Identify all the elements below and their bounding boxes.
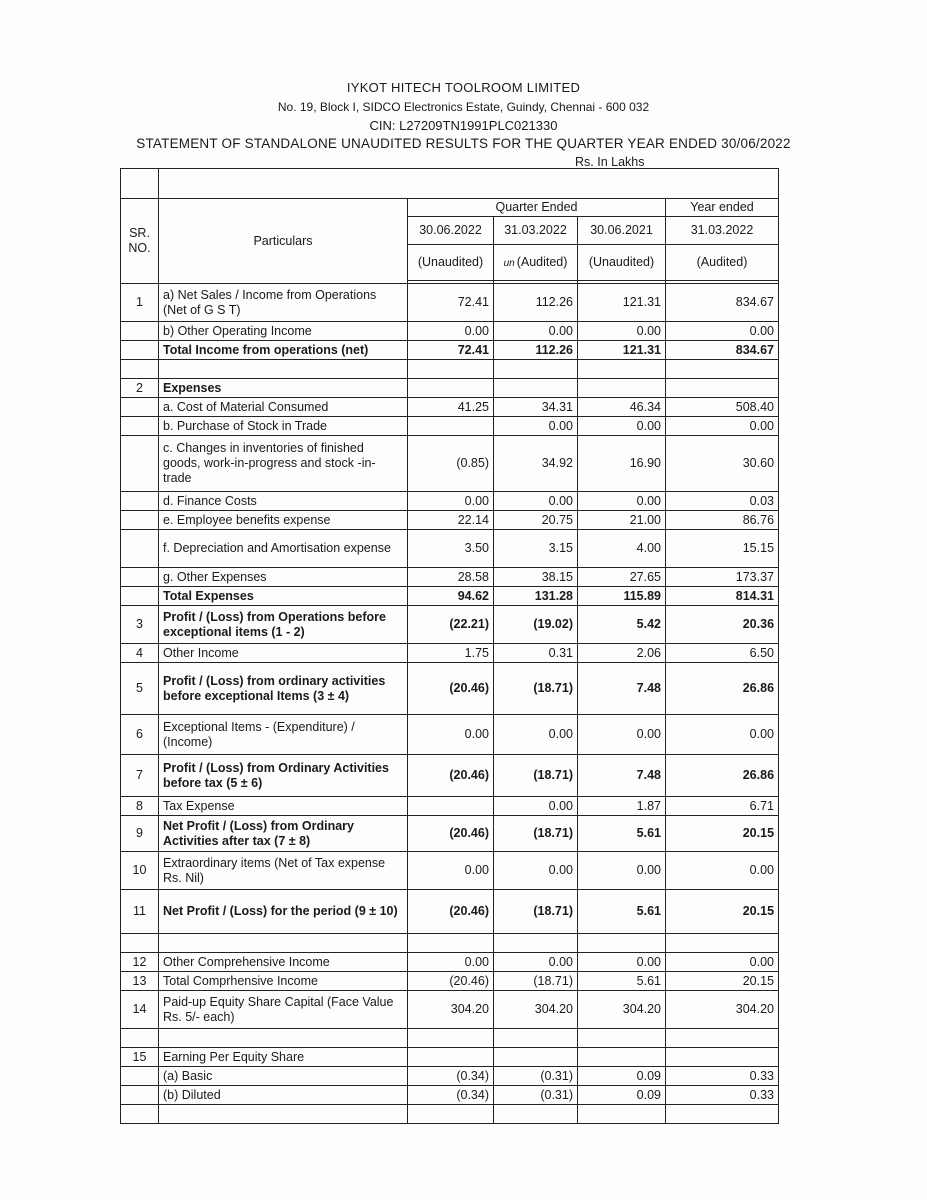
value-cell: 34.92 (494, 436, 578, 492)
table-row (121, 852, 779, 890)
value-cell (408, 1029, 494, 1048)
particulars-cell: Total Comprhensive Income (159, 972, 408, 991)
table-row (121, 972, 779, 991)
audit-status: (Unaudited) (578, 245, 666, 281)
value-cell: 38.15 (494, 568, 578, 587)
value-cell: 0.00 (408, 322, 494, 341)
value-cell (494, 360, 578, 379)
sr-no-cell: 2 (121, 379, 159, 398)
value-cell (578, 1048, 666, 1067)
table-row (121, 379, 779, 398)
value-cell: 5.61 (578, 972, 666, 991)
sr-no-cell (121, 568, 159, 587)
value-cell: 5.61 (578, 816, 666, 852)
value-cell: 72.41 (408, 341, 494, 360)
particulars-header: Particulars (159, 199, 408, 284)
table-row (121, 511, 779, 530)
value-cell: 834.67 (666, 341, 779, 360)
value-cell: (19.02) (494, 606, 578, 644)
particulars-cell: Extraordinary items (Net of Tax expense Rs. Nil) (159, 852, 408, 890)
value-cell: 0.00 (494, 953, 578, 972)
value-cell: 0.00 (494, 322, 578, 341)
results-table (120, 168, 779, 1124)
sr-no-cell (121, 1086, 159, 1105)
period-header: 30.06.2022 (408, 217, 494, 245)
sr-no-cell (121, 1067, 159, 1086)
particulars-cell (159, 1105, 408, 1124)
table-row (121, 1105, 779, 1124)
company-address: No. 19, Block I, SIDCO Electronics Estate, Guindy, Chennai - 600 032 (277, 100, 650, 114)
particulars-cell: Tax Expense (159, 797, 408, 816)
table-row (121, 755, 779, 797)
value-cell: 20.75 (494, 511, 578, 530)
particulars-cell: Profit / (Loss) from ordinary activities before exceptional Items (3 ± 4) (159, 663, 408, 715)
value-cell: (18.71) (494, 890, 578, 934)
sr-no-cell: 15 (121, 1048, 159, 1067)
value-cell (408, 379, 494, 398)
value-cell: 0.00 (494, 417, 578, 436)
table-row (121, 890, 779, 934)
sr-no-cell: 12 (121, 953, 159, 972)
particulars-cell: f. Depreciation and Amortisation expense (159, 530, 408, 568)
value-cell: 0.00 (494, 852, 578, 890)
value-cell (666, 1048, 779, 1067)
particulars-cell: Net Profit / (Loss) from Ordinary Activities after tax (7 ± 8) (159, 816, 408, 852)
table-row (121, 360, 779, 379)
value-cell: (20.46) (408, 972, 494, 991)
table-row (121, 644, 779, 663)
value-cell: 6.71 (666, 797, 779, 816)
value-cell: 0.00 (408, 492, 494, 511)
table-row (121, 322, 779, 341)
particulars-cell: (a) Basic (159, 1067, 408, 1086)
company-name: IYKOT HITECH TOOLROOM LIMITED (346, 80, 581, 95)
value-cell: 20.15 (666, 890, 779, 934)
table-row (121, 568, 779, 587)
sr-no-cell: 11 (121, 890, 159, 934)
value-cell: 0.33 (666, 1086, 779, 1105)
particulars-cell: b) Other Operating Income (159, 322, 408, 341)
sr-no-cell: 7 (121, 755, 159, 797)
value-cell: 0.00 (666, 852, 779, 890)
value-cell: 20.36 (666, 606, 779, 644)
value-cell: 15.15 (666, 530, 779, 568)
value-cell: 30.60 (666, 436, 779, 492)
value-cell: 3.50 (408, 530, 494, 568)
value-cell: 0.00 (578, 492, 666, 511)
value-cell: 86.76 (666, 511, 779, 530)
value-cell: 26.86 (666, 755, 779, 797)
value-cell: (0.85) (408, 436, 494, 492)
value-cell (494, 1029, 578, 1048)
sr-no-cell (121, 341, 159, 360)
particulars-cell: Paid-up Equity Share Capital (Face Value Rs. 5/- each) (159, 991, 408, 1029)
value-cell: 0.00 (666, 953, 779, 972)
value-cell (666, 379, 779, 398)
particulars-cell: Expenses (159, 379, 408, 398)
value-cell: (20.46) (408, 663, 494, 715)
value-cell: 3.15 (494, 530, 578, 568)
value-cell: 0.03 (666, 492, 779, 511)
value-cell (408, 797, 494, 816)
value-cell: 2.06 (578, 644, 666, 663)
sr-no-cell (121, 530, 159, 568)
value-cell (408, 417, 494, 436)
value-cell: 173.37 (666, 568, 779, 587)
quarter-ended-header: Quarter Ended (408, 199, 666, 217)
handwritten-mark: un (503, 257, 515, 269)
value-cell: 304.20 (666, 991, 779, 1029)
sr-no-cell: 6 (121, 715, 159, 755)
year-ended-header: Year ended (666, 199, 779, 217)
sr-no-cell (121, 322, 159, 341)
table-row (121, 816, 779, 852)
statement-title: STATEMENT OF STANDALONE UNAUDITED RESULTS FOR THE QUARTER YEAR ENDED 30/06/2022 (136, 136, 791, 151)
sr-no-cell (121, 511, 159, 530)
particulars-cell: Other Income (159, 644, 408, 663)
value-cell: 0.00 (578, 953, 666, 972)
audit-status: (Audited) (516, 254, 568, 269)
value-cell (494, 1048, 578, 1067)
value-cell: 1.87 (578, 797, 666, 816)
sr-no-cell: 5 (121, 663, 159, 715)
particulars-cell: Exceptional Items - (Expenditure) / (Income) (159, 715, 408, 755)
value-cell (578, 360, 666, 379)
value-cell: 34.31 (494, 398, 578, 417)
particulars-cell: Earning Per Equity Share (159, 1048, 408, 1067)
value-cell: 304.20 (578, 991, 666, 1029)
value-cell: (18.71) (494, 972, 578, 991)
table-row (121, 797, 779, 816)
value-cell: 508.40 (666, 398, 779, 417)
value-cell (578, 379, 666, 398)
value-cell: (20.46) (408, 890, 494, 934)
table-row (121, 1048, 779, 1067)
value-cell (408, 1048, 494, 1067)
value-cell: 5.61 (578, 890, 666, 934)
value-cell (408, 360, 494, 379)
value-cell: 112.26 (494, 341, 578, 360)
value-cell: (18.71) (494, 663, 578, 715)
particulars-cell (159, 360, 408, 379)
value-cell: 0.00 (666, 715, 779, 755)
particulars-cell: g. Other Expenses (159, 568, 408, 587)
particulars-cell: b. Purchase of Stock in Trade (159, 417, 408, 436)
particulars-cell: Profit / (Loss) from Operations before exceptional items (1 - 2) (159, 606, 408, 644)
value-cell: (18.71) (494, 755, 578, 797)
table-row (121, 530, 779, 568)
particulars-cell: a) Net Sales / Income from Operations (Net of G S T) (159, 284, 408, 322)
value-cell: 7.48 (578, 755, 666, 797)
period-header: 30.06.2021 (578, 217, 666, 245)
value-cell: 112.26 (494, 284, 578, 322)
sr-no-cell: 14 (121, 991, 159, 1029)
value-cell: 46.34 (578, 398, 666, 417)
value-cell (666, 360, 779, 379)
table-row (121, 284, 779, 322)
value-cell: 121.31 (578, 341, 666, 360)
table-row (121, 417, 779, 436)
value-cell: 1.75 (408, 644, 494, 663)
value-cell: 20.15 (666, 972, 779, 991)
value-cell: 0.00 (578, 322, 666, 341)
period-header: 31.03.2022 (494, 217, 578, 245)
particulars-cell: Other Comprehensive Income (159, 953, 408, 972)
sr-no-cell (121, 492, 159, 511)
value-cell (666, 934, 779, 953)
table-row (121, 953, 779, 972)
table-row (121, 715, 779, 755)
value-cell: 0.31 (494, 644, 578, 663)
value-cell: 5.42 (578, 606, 666, 644)
value-cell: 304.20 (494, 991, 578, 1029)
sr-no-cell (121, 1029, 159, 1048)
value-cell: 304.20 (408, 991, 494, 1029)
sr-no-cell: 8 (121, 797, 159, 816)
value-cell: 16.90 (578, 436, 666, 492)
table-row (121, 663, 779, 715)
particulars-cell: d. Finance Costs (159, 492, 408, 511)
value-cell: 0.00 (408, 852, 494, 890)
value-cell: 26.86 (666, 663, 779, 715)
value-cell: (20.46) (408, 755, 494, 797)
value-cell: 0.00 (408, 953, 494, 972)
table-row (121, 606, 779, 644)
value-cell: (0.31) (494, 1086, 578, 1105)
table-row (121, 934, 779, 953)
value-cell: 4.00 (578, 530, 666, 568)
value-cell: 0.00 (578, 417, 666, 436)
value-cell: 0.00 (666, 417, 779, 436)
value-cell: 20.15 (666, 816, 779, 852)
value-cell: 0.33 (666, 1067, 779, 1086)
particulars-cell: Total Expenses (159, 587, 408, 606)
particulars-cell: e. Employee benefits expense (159, 511, 408, 530)
value-cell: 28.58 (408, 568, 494, 587)
particulars-cell (159, 934, 408, 953)
audit-status-cell (494, 245, 578, 281)
particulars-cell: c. Changes in inventories of finished goods, work-in-progress and stock -in-trade (159, 436, 408, 492)
value-cell: 0.00 (494, 797, 578, 816)
value-cell (578, 934, 666, 953)
value-cell: 27.65 (578, 568, 666, 587)
value-cell (666, 1105, 779, 1124)
value-cell: 0.00 (494, 492, 578, 511)
currency-units: Rs. In Lakhs (575, 155, 645, 169)
sr-no-cell (121, 1105, 159, 1124)
sr-no-cell: 10 (121, 852, 159, 890)
particulars-cell: Profit / (Loss) from Ordinary Activities before tax (5 ± 6) (159, 755, 408, 797)
period-header: 31.03.2022 (666, 217, 779, 245)
value-cell: (20.46) (408, 816, 494, 852)
table-top-row (121, 169, 779, 199)
sr-no-cell: 1 (121, 284, 159, 322)
table-row (121, 492, 779, 511)
value-cell: (0.34) (408, 1086, 494, 1105)
value-cell: 131.28 (494, 587, 578, 606)
value-cell: 0.09 (578, 1067, 666, 1086)
sr-no-cell (121, 417, 159, 436)
sr-no-cell: 9 (121, 816, 159, 852)
value-cell: (22.21) (408, 606, 494, 644)
value-cell (578, 1029, 666, 1048)
sr-no-cell (121, 436, 159, 492)
value-cell (408, 934, 494, 953)
sr-no-cell (121, 587, 159, 606)
sr-no-cell: 13 (121, 972, 159, 991)
value-cell: (18.71) (494, 816, 578, 852)
value-cell: 0.00 (408, 715, 494, 755)
particulars-cell (159, 1029, 408, 1048)
table-row (121, 1029, 779, 1048)
audit-status: (Unaudited) (408, 245, 494, 281)
value-cell (494, 1105, 578, 1124)
particulars-cell: a. Cost of Material Consumed (159, 398, 408, 417)
value-cell: 0.09 (578, 1086, 666, 1105)
sr-no-header: SR. NO. (121, 199, 159, 284)
table-row (121, 991, 779, 1029)
value-cell: 814.31 (666, 587, 779, 606)
table-row (121, 436, 779, 492)
value-cell (494, 379, 578, 398)
company-cin: CIN: L27209TN1991PLC021330 (369, 118, 558, 133)
value-cell (494, 934, 578, 953)
value-cell (408, 1105, 494, 1124)
value-cell (578, 1105, 666, 1124)
table-row (121, 1086, 779, 1105)
value-cell: 72.41 (408, 284, 494, 322)
sr-no-cell (121, 934, 159, 953)
value-cell: 7.48 (578, 663, 666, 715)
table-row (121, 341, 779, 360)
audit-status: (Audited) (666, 245, 779, 281)
value-cell: 834.67 (666, 284, 779, 322)
value-cell: 0.00 (494, 715, 578, 755)
sr-no-cell: 4 (121, 644, 159, 663)
sr-no-cell: 3 (121, 606, 159, 644)
value-cell: 94.62 (408, 587, 494, 606)
table-row (121, 587, 779, 606)
value-cell: 22.14 (408, 511, 494, 530)
value-cell: 0.00 (578, 715, 666, 755)
value-cell: 121.31 (578, 284, 666, 322)
particulars-cell: Net Profit / (Loss) for the period (9 ± 10) (159, 890, 408, 934)
sr-no-cell (121, 360, 159, 379)
value-cell: 21.00 (578, 511, 666, 530)
value-cell: 0.00 (666, 322, 779, 341)
table-header-row (121, 199, 779, 217)
particulars-cell: Total Income from operations (net) (159, 341, 408, 360)
sr-no-cell (121, 398, 159, 417)
value-cell: 0.00 (578, 852, 666, 890)
value-cell: 115.89 (578, 587, 666, 606)
value-cell: 41.25 (408, 398, 494, 417)
value-cell: 6.50 (666, 644, 779, 663)
table-row (121, 398, 779, 417)
table-row (121, 1067, 779, 1086)
value-cell: (0.34) (408, 1067, 494, 1086)
value-cell: (0.31) (494, 1067, 578, 1086)
particulars-cell: (b) Diluted (159, 1086, 408, 1105)
value-cell (666, 1029, 779, 1048)
